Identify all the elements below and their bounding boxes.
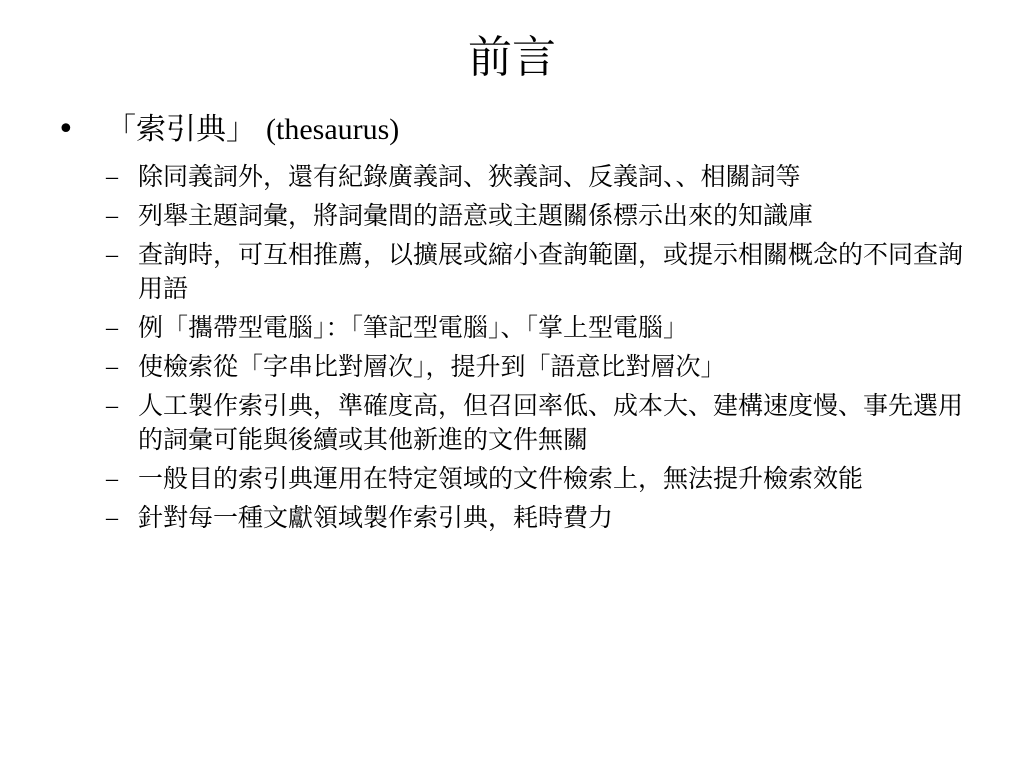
list-item-text: 例「攜帶型電腦」：「筆記型電腦」、「掌上型電腦」 [138, 313, 689, 342]
list-item-text: 查詢時，可互相推薦，以擴展或縮小查詢範圍，或提示相關概念的不同查詢用語 [138, 240, 964, 303]
list-item-text: 除同義詞外，還有紀錄廣義詞、狹義詞、反義詞、、相關詞等 [138, 162, 801, 191]
dash-marker: – [106, 466, 118, 492]
list-item [106, 389, 986, 457]
list-item-text: 一般目的索引典運用在特定領域的文件檢索上，無法提升檢索效能 [138, 464, 864, 493]
list-item-text: 列舉主題詞彙，將詞彙間的語意或主題關係標示出來的知識庫 [138, 201, 814, 230]
dash-marker: – [106, 393, 118, 419]
thesaurus-term-english: (thesaurus) [266, 113, 400, 146]
sub-bullet-list [106, 160, 986, 540]
dash-marker: – [106, 505, 118, 531]
dash-marker: – [106, 354, 118, 380]
dash-marker: – [106, 203, 118, 229]
dash-marker: – [106, 164, 118, 190]
list-item [106, 350, 986, 384]
list-item [106, 160, 986, 194]
thesaurus-term: 「索引典」 [106, 112, 256, 147]
list-item-text: 人工製作索引典，準確度高，但召回率低、成本大、建構速度慢、事先選用的詞彙可能與後續或其他新進的文件無關 [138, 391, 964, 454]
list-item [106, 462, 986, 496]
slide-title: 前言 [468, 32, 556, 83]
list-item-text: 使檢索從「字串比對層次」，提升到「語意比對層次」 [138, 352, 726, 381]
list-item [106, 238, 986, 306]
dash-marker: – [106, 242, 118, 268]
list-item [106, 199, 986, 233]
list-item [106, 311, 986, 345]
dash-marker: – [106, 315, 118, 341]
bullet-marker: • [57, 112, 75, 147]
bullet-heading [106, 110, 399, 150]
list-item [106, 501, 986, 535]
list-item-text: 針對每一種文獻領域製作索引典，耗時費力 [138, 503, 614, 532]
